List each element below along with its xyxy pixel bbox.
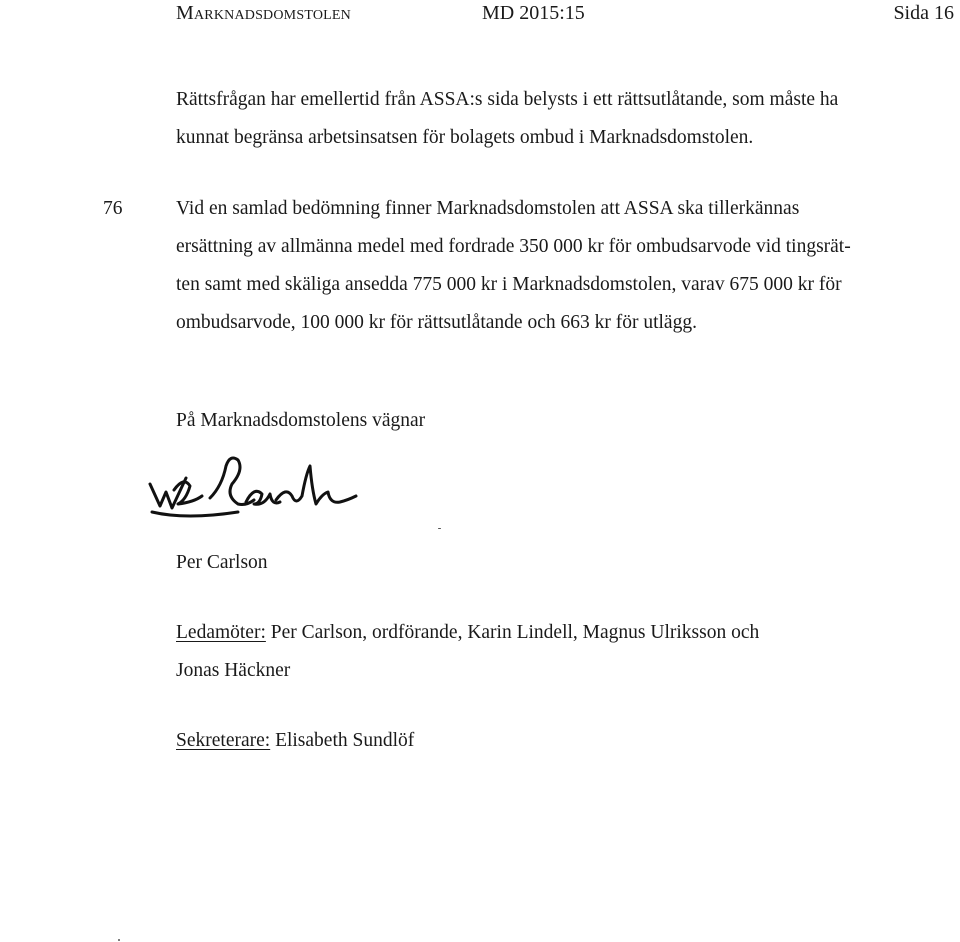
- handwritten-signature: [146, 446, 466, 556]
- paragraph-number: 76: [103, 198, 123, 219]
- paragraph-line: ten samt med skäliga ansedda 775 000 kr i Marknadsdomstolen, varav 675 000 kr för: [176, 274, 842, 295]
- page-header: [0, 2, 960, 32]
- paragraph-line: kunnat begränsa arbetsinsatsen för bolagets ombud i Marknadsdomstolen.: [176, 127, 754, 148]
- members-line: Jonas Häckner: [176, 660, 291, 681]
- paragraph-continued: [176, 81, 936, 157]
- court-name: Marknadsdomstolen: [176, 2, 351, 24]
- signer-name: Per Carlson: [176, 552, 268, 573]
- members-text: Per Carlson, ordförande, Karin Lindell, Magnus Ulriksson och: [265, 622, 760, 643]
- paragraph-line: ombudsarvode, 100 000 kr för rättsutlåtande och 663 kr för utlägg.: [176, 312, 697, 333]
- on-behalf-line: På Marknadsdomstolens vägnar: [176, 410, 426, 431]
- paragraph-line: ersättning av allmänna medel med fordrade 350 000 kr för ombudsarvode vid tingsrät-: [176, 236, 851, 257]
- members-section: [176, 614, 936, 690]
- scan-speck: [438, 528, 441, 529]
- document-number: MD 2015:15: [482, 2, 585, 24]
- scan-speck: [118, 939, 120, 941]
- secretary-name: Elisabeth Sundlöf: [270, 730, 415, 751]
- secretary-section: [176, 722, 414, 760]
- page-number: Sida 16: [893, 2, 954, 24]
- members-label: Ledamöter:: [176, 622, 266, 643]
- paragraph-line: Vid en samlad bedömning finner Marknadsdomstolen att ASSA ska tillerkännas: [176, 198, 800, 219]
- paragraph-76: [176, 190, 951, 342]
- secretary-label: Sekreterare:: [176, 730, 271, 751]
- members-line: [176, 614, 936, 652]
- paragraph-line: Rättsfrågan har emellertid från ASSA:s sida belysts i ett rättsutlåtande, som måste ha: [176, 89, 839, 110]
